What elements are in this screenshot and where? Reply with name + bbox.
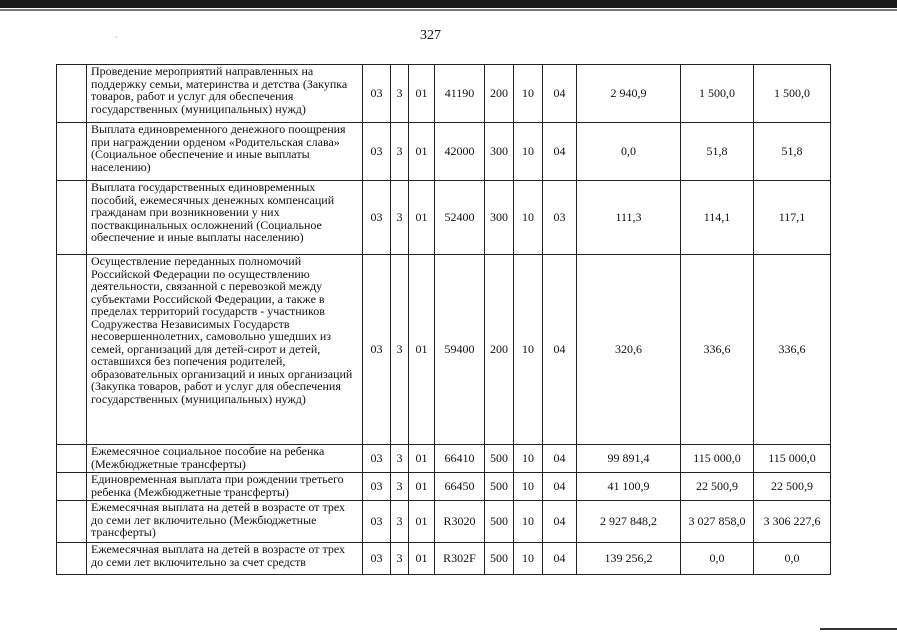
code-cell: 3 [391, 181, 409, 255]
table-row [57, 473, 831, 501]
code-cell: 500 [485, 445, 514, 473]
code-cell: 10 [514, 255, 543, 445]
code-cell: 03 [363, 181, 391, 255]
description-cell: Ежемесячное социальное пособие на ребенка (Межбюджетные трансферты) [87, 445, 363, 473]
code-cell: 200 [485, 255, 514, 445]
description-cell: Выплата государственных единовременных пособий, ежемесячных денежных компенсаций гражданам при возникновении у них поствакцинальных осложнений (Социальное обеспечение и иные выплаты населению) [87, 181, 363, 255]
amount-cell: 51,8 [754, 123, 831, 181]
code-cell: 500 [485, 473, 514, 501]
code-cell: 66410 [435, 445, 485, 473]
amount-cell: 99 891,4 [577, 445, 681, 473]
code-cell: 3 [391, 123, 409, 181]
code-cell: 42000 [435, 123, 485, 181]
amount-cell: 2 927 848,2 [577, 501, 681, 543]
code-cell: 01 [409, 501, 435, 543]
code-cell: 03 [363, 543, 391, 575]
code-cell: 01 [409, 123, 435, 181]
row-number-cell [57, 181, 87, 255]
description-cell: Ежемесячная выплата на детей в возрасте от трех до семи лет включительно (Межбюджетные трансферты) [87, 501, 363, 543]
code-cell: 300 [485, 123, 514, 181]
table-row [57, 543, 831, 575]
description-cell: Проведение мероприятий направленных на поддержку семьи, материнства и детства (Закупка товаров, работ и услуг для обеспечения государственных (муниципальных) нужд) [87, 65, 363, 123]
table-row [57, 123, 831, 181]
amount-cell: 320,6 [577, 255, 681, 445]
table-row [57, 255, 831, 445]
row-number-cell [57, 255, 87, 445]
code-cell: 03 [363, 255, 391, 445]
row-number-cell [57, 543, 87, 575]
description-cell: Осуществление переданных полномочий Российской Федерации по осуществлению деятельности, связанной с перевозкой между субъектами Российской Федерации, а также в пределах территорий государств - участников Содружества Независимых Государств несовершеннолетних, самовольно ушедших из семей, организаций для детей-сирот и детей, оставшихся без попечения родителей, образовательных организаций и иных организаций (Закупка товаров, работ и услуг для обеспечения государственных (муниципальных) нужд) [87, 255, 363, 445]
code-cell: 3 [391, 543, 409, 575]
code-cell: 10 [514, 543, 543, 575]
code-cell: 500 [485, 543, 514, 575]
amount-cell: 22 500,9 [681, 473, 754, 501]
code-cell: 04 [543, 473, 577, 501]
row-number-cell [57, 473, 87, 501]
table-body [57, 65, 831, 575]
code-cell: 10 [514, 445, 543, 473]
top-border-thick [0, 0, 897, 8]
row-number-cell [57, 65, 87, 123]
code-cell: 03 [363, 445, 391, 473]
code-cell: 01 [409, 543, 435, 575]
code-cell: 04 [543, 123, 577, 181]
code-cell: 3 [391, 445, 409, 473]
code-cell: 03 [363, 473, 391, 501]
amount-cell: 336,6 [681, 255, 754, 445]
amount-cell: 51,8 [681, 123, 754, 181]
amount-cell: 0,0 [681, 543, 754, 575]
amount-cell: 1 500,0 [754, 65, 831, 123]
code-cell: 10 [514, 181, 543, 255]
amount-cell: 1 500,0 [681, 65, 754, 123]
code-cell: 03 [363, 123, 391, 181]
code-cell: 41190 [435, 65, 485, 123]
code-cell: 01 [409, 473, 435, 501]
amount-cell: 139 256,2 [577, 543, 681, 575]
code-cell: 3 [391, 501, 409, 543]
table-row [57, 181, 831, 255]
amount-cell: 336,6 [754, 255, 831, 445]
description-cell: Выплата единовременного денежного поощрения при награждении орденом «Родительская слава» (Социальное обеспечение и иные выплаты населению) [87, 123, 363, 181]
description-cell: Единовременная выплата при рождении третьего ребенка (Межбюджетные трансферты) [87, 473, 363, 501]
amount-cell: 2 940,9 [577, 65, 681, 123]
amount-cell: 115 000,0 [754, 445, 831, 473]
code-cell: 59400 [435, 255, 485, 445]
amount-cell: 111,3 [577, 181, 681, 255]
code-cell: 01 [409, 445, 435, 473]
code-cell: 01 [409, 65, 435, 123]
amount-cell: 22 500,9 [754, 473, 831, 501]
code-cell: 52400 [435, 181, 485, 255]
code-cell: 10 [514, 473, 543, 501]
row-number-cell [57, 501, 87, 543]
amount-cell: 3 027 858,0 [681, 501, 754, 543]
amount-cell: 41 100,9 [577, 473, 681, 501]
top-border-thin [0, 9, 897, 11]
code-cell: 01 [409, 255, 435, 445]
row-number-cell [57, 445, 87, 473]
code-cell: 04 [543, 501, 577, 543]
code-cell: 10 [514, 65, 543, 123]
code-cell: 3 [391, 65, 409, 123]
code-cell: 200 [485, 65, 514, 123]
amount-cell: 114,1 [681, 181, 754, 255]
code-cell: 10 [514, 501, 543, 543]
code-cell: 3 [391, 255, 409, 445]
amount-cell: 117,1 [754, 181, 831, 255]
code-cell: 500 [485, 501, 514, 543]
code-cell: 66450 [435, 473, 485, 501]
code-cell: 04 [543, 445, 577, 473]
code-cell: 03 [543, 181, 577, 255]
amount-cell: 3 306 227,6 [754, 501, 831, 543]
budget-table [56, 64, 831, 575]
code-cell: 03 [363, 501, 391, 543]
code-cell: 04 [543, 65, 577, 123]
table-row [57, 65, 831, 123]
code-cell: R302F [435, 543, 485, 575]
code-cell: 03 [363, 65, 391, 123]
code-cell: 04 [543, 255, 577, 445]
page-number: 327 [420, 28, 441, 43]
code-cell: 01 [409, 181, 435, 255]
code-cell: 10 [514, 123, 543, 181]
amount-cell: 0,0 [577, 123, 681, 181]
scan-speck: · [115, 33, 118, 42]
amount-cell: 0,0 [754, 543, 831, 575]
code-cell: 3 [391, 473, 409, 501]
code-cell: 300 [485, 181, 514, 255]
table-row [57, 501, 831, 543]
bottom-edge-line [820, 628, 897, 630]
amount-cell: 115 000,0 [681, 445, 754, 473]
code-cell: 04 [543, 543, 577, 575]
description-cell: Ежемесячная выплата на детей в возрасте от трех до семи лет включительно за счет средств [87, 543, 363, 575]
table-row [57, 445, 831, 473]
row-number-cell [57, 123, 87, 181]
code-cell: R3020 [435, 501, 485, 543]
